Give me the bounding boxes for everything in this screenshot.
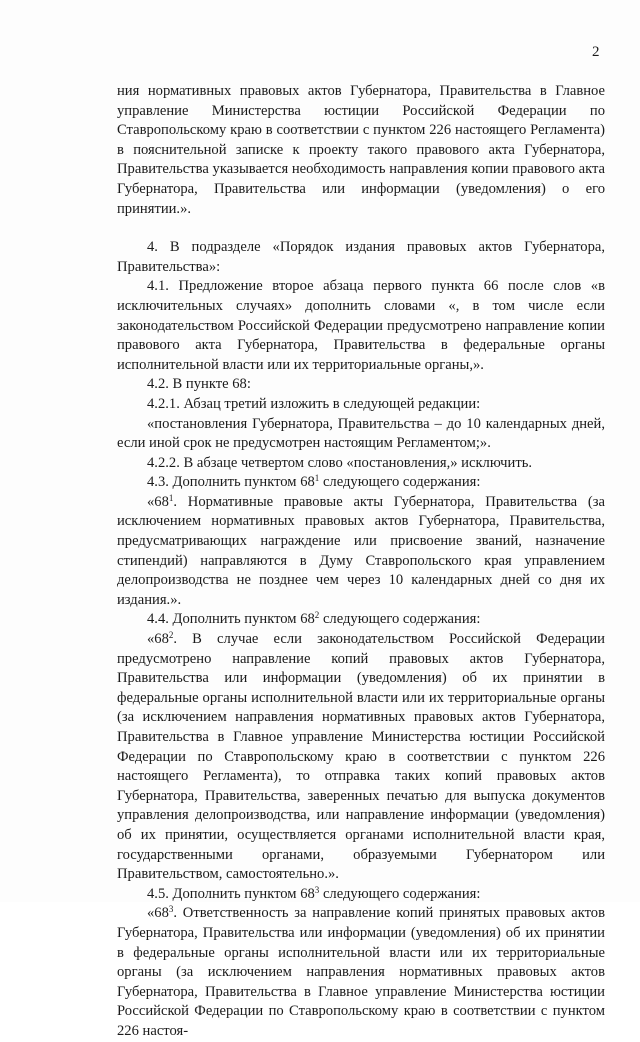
paragraph-68-1: [117, 493, 605, 611]
paragraph-4-4: [117, 610, 605, 630]
paragraph-68-2-sup: 2: [168, 630, 174, 641]
paragraph-4-2-1: 4.2.1. Абзац третий изложить в следующей редакции:: [147, 395, 481, 412]
paragraph-68-1-sup: 1: [168, 492, 174, 503]
paragraph-68-3-prefix: «68: [147, 905, 169, 922]
paragraph-4-3-suffix: следующего содержания:: [319, 474, 481, 491]
paragraph-4-3-sup: 1: [314, 473, 320, 484]
document-body: [117, 82, 605, 1042]
paragraph-4-5-suffix: следующего содержания:: [319, 885, 481, 902]
paragraph-4-1: 4.1. Предложение второе абзаца первого пункта 66 после слов «в исключительных случаях» дополнить словами «, в том числе если законодательством Российской Федерации предусмотрено направление копии правового акта Губернатора, Правительства в федеральные органы исполнительной власти или их территориальные органы,».: [117, 278, 605, 373]
paragraph-4-2: 4.2. В пункте 68:: [147, 376, 251, 393]
page-number: 2: [592, 44, 600, 60]
paragraph-4-5-prefix: 4.5. Дополнить пунктом 68: [147, 885, 315, 902]
paragraph-4-4-sup: 2: [314, 610, 320, 621]
paragraph-68-2-prefix: «68: [147, 631, 169, 648]
paragraph-68-3: [117, 904, 605, 1041]
paragraph-4-2-2: 4.2.2. В абзаце четвертом слово «постановления,» исключить.: [147, 454, 533, 471]
paragraph-section-4: 4. В подразделе «Порядок издания правовых актов Губернатора, Правительства»:: [117, 239, 605, 275]
paragraph-68-2: [117, 630, 605, 885]
paragraph-68-3-text: . Ответственность за направление копий принятых правовых актов Губернатора, Правительства или информации (уведомления) об их принятии в федеральные органы исполнительной власти или их территориальные органы (за исключением направления нормативных правовых актов Губернатора, Правительства в Главное управление Министерства юстиции Российской Федерации по Ставропольскому краю в соответствии с пунктом 226 настоя-: [117, 905, 605, 1039]
paragraph-continuation: ния нормативных правовых актов Губернатора, Правительства в Главное управление Министерства юстиции Российской Федерации по Ставропольскому краю в соответствии с пунктом 226 настоящего Регламента) в пояснительной записке к проекту такого правового акта Губернатора, Правительства указывается необходимость направления копии правового акта Губернатора, Правительства или информации (уведомления) о его принятии.».: [117, 83, 605, 217]
paragraph-68-1-prefix: «68: [147, 493, 169, 510]
paragraph-68-2-text: . В случае если законодательством Российской Федерации предусмотрено направление копий правовых актов Губернатора, Правительства или информации (уведомления) об их принятии в федеральные органы исполнительной власти или их территориальные органы (за исключением направления нормативных правовых актов Губернатора, Правительства в Главное управление Министерства юстиции Российской Федерации по Ставропольскому краю в соответствии с пунктом 226 настоящего Регламента), то отправка таких копий правовых актов Губернатора, Правительства, заверенных печатью для выпуска документов управления делопроизводства, или направление информации (уведомления) об их принятии, осуществляется органами исполнительной власти края, государственными органами, образуемыми Губернатором или Правительством, самостоятельно.».: [117, 631, 605, 883]
paragraph-68-1-text: . Нормативные правовые акты Губернатора, Правительства (за исключением нормативных правовых актов Губернатора, Правительства, предусматривающих награждение или присвоение званий, назначение стипендий) направляются в Думу Ставропольского края управлением делопроизводства не позднее чем через 10 календарных дней со дня их издания.».: [117, 493, 605, 608]
paragraph-4-3: [117, 473, 605, 493]
paragraph-4-4-prefix: 4.4. Дополнить пунктом 68: [147, 611, 315, 628]
paragraph-4-3-prefix: 4.3. Дополнить пунктом 68: [147, 474, 315, 491]
paragraph-68-3-sup: 3: [168, 904, 174, 915]
paragraph-4-5: [117, 885, 605, 905]
paragraph-quoted-edit: «постановления Губернатора, Правительства – до 10 календарных дней, если иной срок не предусмотрен настоящим Регламентом;».: [117, 415, 605, 452]
paragraph-4-4-suffix: следующего содержания:: [319, 611, 481, 628]
paragraph-4-5-sup: 3: [314, 884, 320, 895]
